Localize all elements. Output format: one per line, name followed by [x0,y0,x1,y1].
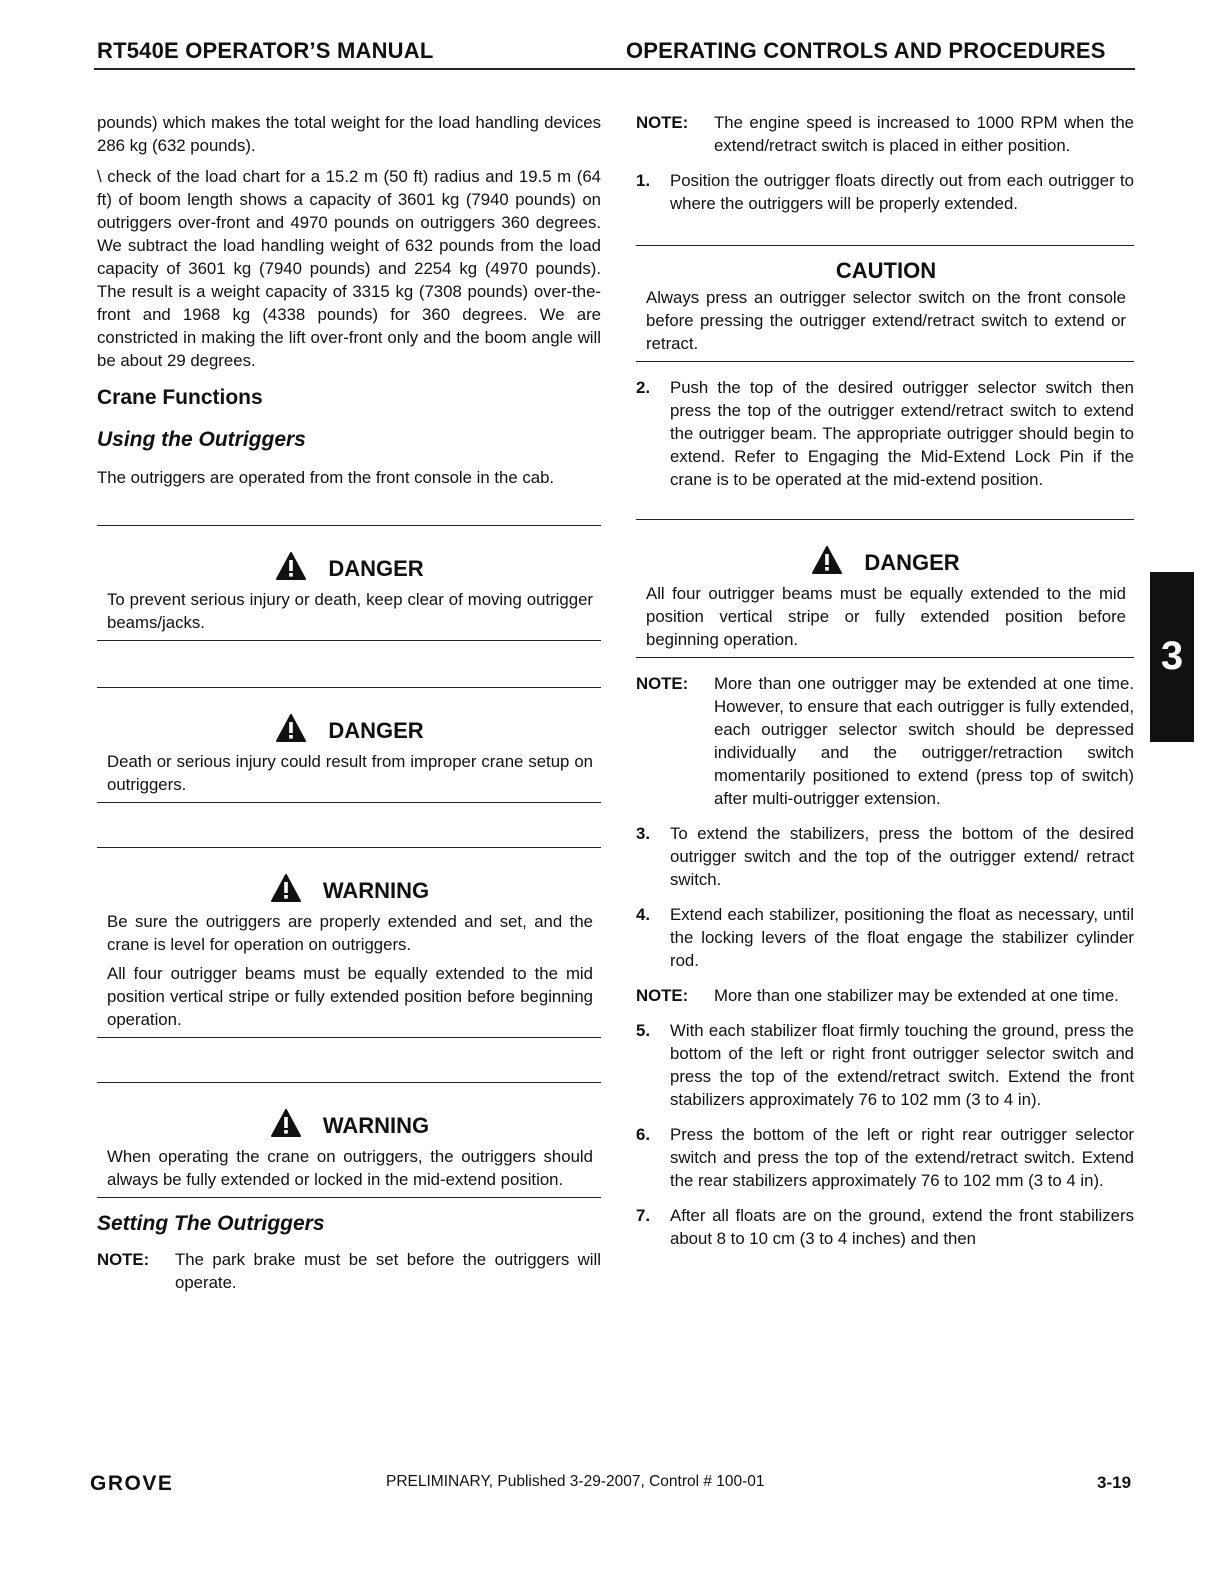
note-label: NOTE: [636,113,689,132]
paragraph-load-chart: \ check of the load chart for a 15.2 m (50 ft) radius and 19.5 m (64 ft) of boom length shows a capacity of 3601 kg (7940 pounds) on outriggers over-front and 4970 pounds on outriggers 360 degrees. We subtract the load handling weight of 632 pounds from the load capacity of 3601 kg (7940 pounds) and 2254 kg (4970 pounds). The result is a weight capacity of 3315 kg (7308 pounds) over-the-front and 1968 kg (4338 pounds) for 360 degrees. We are constricted in making the lift over-front only and the boom angle will be about 29 degrees. [97,167,601,370]
danger-title-3: DANGER [646,546,1126,580]
warning-triangle-icon [271,874,301,908]
step-text: Press the bottom of the left or right rear outrigger selector switch and press the top of the extend/retract switch. Extend the rear stabilizers approximately 76 to 102 mm (3 to 4 in). [670,1125,1134,1190]
paragraph-total-weight: pounds) which makes the total weight for the load handling devices 286 kg (632 pounds). [97,113,601,155]
note-label: NOTE: [636,674,689,693]
step-number: 5. [636,1021,650,1040]
danger-box-1 [97,525,601,641]
step-number: 3. [636,824,650,843]
warning-title-1: WARNING [107,874,593,908]
warning-box-1 [97,847,601,1038]
warning-text-1a: Be sure the outriggers are properly extended and set, and the crane is level for operation on outriggers. [107,912,593,954]
warning-triangle-icon [276,552,306,586]
heading-setting-outriggers: Setting The Outriggers [97,1212,325,1235]
warning-triangle-icon [276,714,306,748]
heading-using-outriggers: Using the Outriggers [97,428,306,451]
left-column [97,111,601,1294]
manual-title: RT540E OPERATOR’S MANUAL [97,38,434,63]
danger-text-2: Death or serious injury could result from improper crane setup on outriggers. [107,752,593,794]
note-label: NOTE: [97,1250,150,1269]
danger-text-3: All four outrigger beams must be equally extended to the mid position vertical stripe or fully extended position before beginning operation. [646,584,1126,649]
step-text: With each stabilizer float firmly touching the ground, press the bottom of the left or right front outrigger selector switch and press the top of the extend/retract switch. Extend the front stabilizers approximately 76 to 102 mm (3 to 4 in). [670,1021,1134,1109]
step-6 [636,1123,1134,1192]
danger-title-2: DANGER [107,714,593,748]
step-text: Extend each stabilizer, positioning the float as necessary, until the locking levers of the float engage the stabilizer cylinder rod. [670,905,1134,970]
step-text: Push the top of the desired outrigger selector switch then press the top of the outrigger extend/retract switch to extend the outrigger beam. The appropriate outrigger should begin to extend. Refer to Engaging the Mid-Extend Lock Pin if the crane is to be operated at the mid-extend position. [670,378,1134,489]
chapter-number: 3 [1160,634,1184,678]
note-engine-speed [636,111,1134,157]
grove-logo: GROVE [90,1472,174,1495]
section-title: OPERATING CONTROLS AND PROCEDURES [626,38,1106,63]
warning-title-2: WARNING [107,1109,593,1143]
note-multiple-outriggers [636,672,1134,810]
caution-title: CAUTION [835,258,937,283]
warning-box-2 [97,1082,601,1198]
publication-info: PRELIMINARY, Published 3-29-2007, Control # 100-01 [386,1473,765,1490]
warning-triangle-icon [812,546,842,580]
step-number: 7. [636,1206,650,1225]
step-5 [636,1019,1134,1111]
warning-text-1b: All four outrigger beams must be equally extended to the mid position vertical stripe or fully extended position before beginning operation. [107,964,593,1029]
step-text: Position the outrigger floats directly out from each outrigger to where the outriggers will be properly extended. [670,171,1134,213]
step-2 [636,376,1134,491]
paragraph-outriggers-console: The outriggers are operated from the front console in the cab. [97,468,555,487]
step-4 [636,903,1134,972]
note-text: More than one stabilizer may be extended at one time. [714,986,1119,1005]
page-number: 3-19 [1097,1473,1132,1492]
note-label: NOTE: [636,986,689,1005]
note-text: More than one outrigger may be extended at one time. However, to ensure that each outrigger is fully extended, each outrigger selector switch should be depressed individually and the outrigger/retraction switch momentarily positioned to extend (press top of switch) after multi-outrigger extension. [714,674,1134,808]
note-text: The park brake must be set before the outriggers will operate. [175,1250,601,1292]
warning-triangle-icon [271,1109,301,1143]
caution-box [636,245,1134,362]
step-7 [636,1204,1134,1250]
danger-title-1: DANGER [107,552,593,586]
right-column [636,111,1134,1250]
warning-text-2: When operating the crane on outriggers, the outriggers should always be fully extended or locked in the mid-extend position. [107,1147,593,1189]
note-multiple-stabilizers [636,984,1134,1007]
danger-text-1: To prevent serious injury or death, keep clear of moving outrigger beams/jacks. [107,590,593,632]
step-text: To extend the stabilizers, press the bottom of the desired outrigger switch and the top of the outrigger extend/ retract switch. [670,824,1134,889]
step-number: 4. [636,905,650,924]
danger-box-3 [636,519,1134,658]
step-number: 6. [636,1125,650,1144]
note-text: The engine speed is increased to 1000 RPM when the extend/retract switch is placed in either position. [714,113,1134,155]
danger-box-2 [97,687,601,803]
chapter-tab [1150,572,1194,742]
caution-text: Always press an outrigger selector switch on the front console before pressing the outrigger extend/retract switch to extend or retract. [646,288,1126,353]
step-number: 1. [636,171,650,190]
step-text: After all floats are on the ground, extend the front stabilizers about 8 to 10 cm (3 to 4 inches) and then [670,1206,1134,1248]
step-1 [636,169,1134,215]
note-park-brake [97,1248,601,1294]
heading-crane-functions: Crane Functions [97,386,263,409]
header-rule [94,68,1135,70]
step-3 [636,822,1134,891]
step-number: 2. [636,378,650,397]
